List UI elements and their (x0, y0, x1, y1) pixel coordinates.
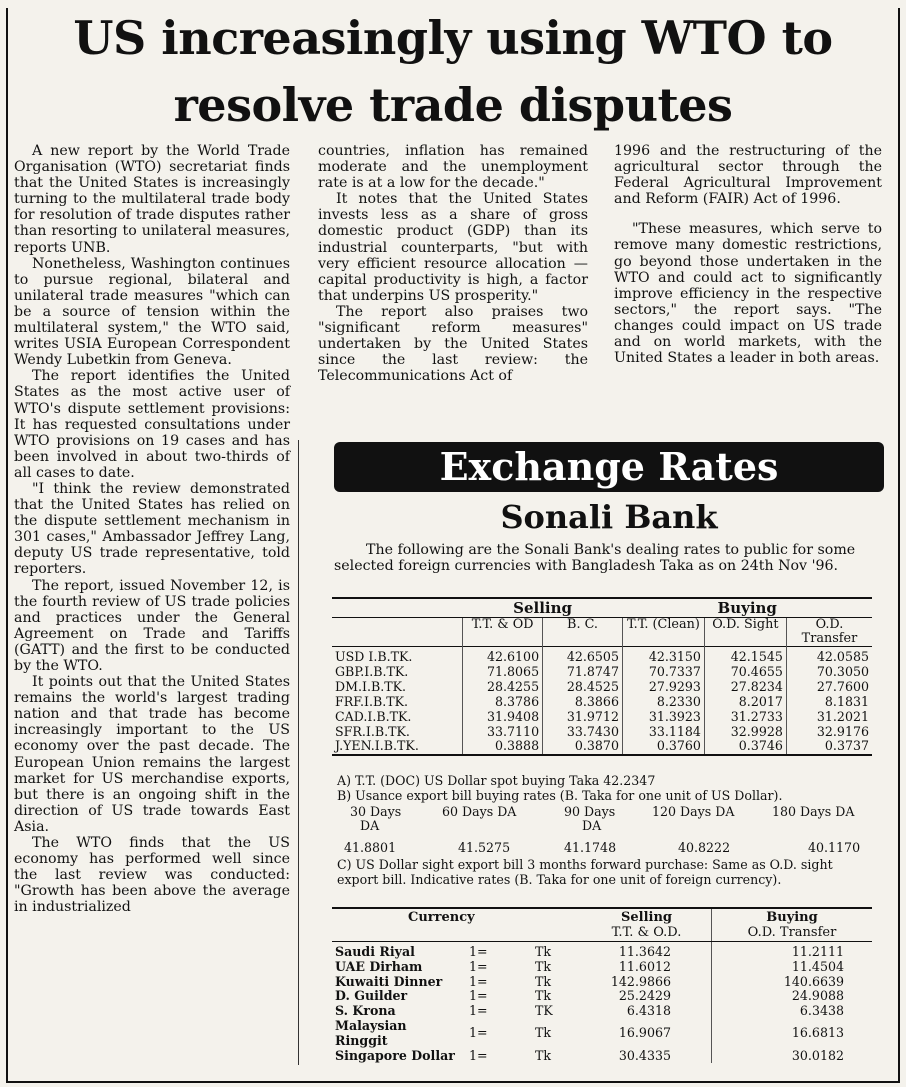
selling-rate: 11.3642 (582, 942, 712, 960)
paragraph: Nonetheless, Washington continues to pursue regional, bilateral and unilateral trade measures "which can be a source of tension within the multilateral system," the WTO said, writes USIA European Correspondent Wendy Lubetkin from Geneva. (14, 255, 290, 369)
left-border-rule (6, 8, 8, 1083)
article-column-3 (614, 143, 882, 366)
usance-value: 41.8801 (344, 840, 397, 855)
buying-rate: 24.9088 (791, 988, 844, 1004)
selling-group-header: Selling (463, 598, 623, 618)
currency-name: D. Guilder (335, 988, 408, 1004)
currency-name: S. Krona (335, 1003, 396, 1019)
column-header: T.T. & OD (463, 618, 543, 647)
usance-label: 180 Days DA (772, 804, 855, 819)
unit-label: 1= (469, 1003, 488, 1019)
buying-title: Buying (766, 910, 818, 925)
rate-cell: 8.2017 (704, 695, 786, 710)
table-row (332, 739, 872, 755)
column-header: O.D. Transfer (786, 618, 872, 647)
rate-cell: 0.3870 (543, 739, 623, 755)
buying-rate: 11.4504 (791, 958, 844, 974)
rate-cell: 70.4655 (704, 665, 786, 680)
rate-cell: 27.8234 (704, 680, 786, 695)
currency-code: SFR.I.B.TK. (335, 723, 410, 739)
usance-label: DA (360, 818, 380, 833)
rate-cell: 42.0585 (786, 647, 872, 665)
unit-label: 1= (469, 973, 488, 989)
unit-label: 1= (469, 1047, 488, 1063)
buying-header (712, 908, 873, 942)
bottom-border-rule (6, 1081, 900, 1083)
taka-label: Tk (535, 1025, 552, 1041)
selling-header (582, 908, 712, 942)
rate-cell: 71.8065 (463, 665, 543, 680)
rates-intro: The following are the Sonali Bank's dealing rates to public for some selected foreign currencies with Bangladesh Taka as on 24th Nov '96. (334, 542, 856, 574)
usance-value: 41.5275 (458, 840, 511, 855)
exchange-rates-banner: Exchange Rates (334, 442, 884, 492)
rate-cell: 33.7110 (463, 725, 543, 740)
rate-notes (337, 774, 877, 803)
buying-rate: 11.2111 (791, 944, 844, 959)
rate-cell: 8.2330 (622, 695, 704, 710)
rate-cell: 42.1545 (704, 647, 786, 665)
rate-cell: 0.3746 (704, 739, 786, 755)
rate-cell: 31.9712 (543, 710, 623, 725)
selling-subtitle: T.T. & O.D. (611, 925, 682, 940)
paragraph: 1996 and the restructuring of the agricultural sector through the Federal Agricultural Improvement and Reform (FAIR) Act of 1996. (614, 143, 882, 208)
rate-cell: 33.1184 (622, 725, 704, 740)
table-row (332, 1049, 872, 1064)
paragraph: The report identifies the United States as the most active user of WTO's dispute settlement provisions: It has requested consultations under WTO provisions on 19 cases and has been involved in about two-thirds of all cases to date. (14, 368, 290, 481)
table-row (332, 647, 872, 665)
rate-cell: 32.9176 (786, 725, 872, 740)
taka-label: Tk (535, 944, 552, 959)
paragraph: It points out that the United States remains the world's largest trading nation and that trade has become increasingly important to the US economy over the past decade. The European Union remains the largest market for US merchandise exports, but there is an ongoing shift in the direction of US trade towards East Asia. (14, 674, 290, 835)
rate-cell: 42.3150 (622, 647, 704, 665)
note-c: C) US Dollar sight export bill 3 months forward purchase: Same as O.D. sight export bill. Indicative rates (B. Taka for one unit of foreign currency). (337, 857, 833, 887)
rate-cell: 0.3760 (622, 739, 704, 755)
usance-label: 30 Days (350, 804, 402, 819)
taka-label: Tk (535, 988, 552, 1004)
taka-label: Tk (535, 1047, 552, 1063)
currency-code: DM.I.B.TK. (335, 678, 407, 694)
rate-cell: 8.3866 (543, 695, 623, 710)
bank-title: Sonali Bank (500, 498, 718, 536)
usance-value: 40.1170 (808, 840, 861, 855)
rate-cell: 0.3737 (786, 739, 872, 755)
currency-name: Singapore Dollar (335, 1047, 455, 1063)
table-row (332, 1019, 872, 1049)
table-row (332, 960, 872, 975)
selling-rate: 6.4318 (582, 1004, 712, 1019)
rate-cell: 71.8747 (543, 665, 623, 680)
note-a: A) T.T. (DOC) US Dollar spot buying Taka 42.2347 (337, 773, 656, 788)
table-row (332, 695, 872, 710)
currency-code: J.YEN.I.B.TK. (332, 739, 463, 755)
currency-name: UAE Dirham (335, 958, 423, 974)
dealing-rates-table (332, 597, 872, 756)
rate-cell: 31.2021 (786, 710, 872, 725)
selling-rate: 142.9866 (582, 975, 712, 990)
rate-cell: 31.3923 (622, 710, 704, 725)
paragraph: The report also praises two "significant reform measures" undertaken by the United States since the last review: the Telecommunications Act of (318, 303, 588, 385)
usance-label: DA (582, 818, 602, 833)
rate-cell: 27.9293 (622, 680, 704, 695)
taka-label: Tk (535, 958, 552, 974)
rate-cell: 27.7600 (786, 680, 872, 695)
paragraph: A new report by the World Trade Organisation (WTO) secretariat finds that the United States is increasingly turning to the multilateral trade body for resolution of trade disputes rather than resorting to unilateral measures, reports UNB. (14, 143, 290, 256)
rate-cell: 70.7337 (622, 665, 704, 680)
selling-rate: 30.4335 (582, 1049, 712, 1064)
column-header: B. C. (543, 618, 623, 647)
rate-cell: 31.9408 (463, 710, 543, 725)
unit-label: 1= (469, 958, 488, 974)
buying-rate: 16.6813 (791, 1025, 844, 1041)
usance-value: 40.8222 (678, 840, 731, 855)
buying-rate: 140.6639 (783, 973, 844, 989)
usance-label: 60 Days DA (442, 804, 517, 819)
currency-name: Saudi Riyal (335, 944, 415, 959)
headline-line-1: US increasingly using WTO to (73, 11, 833, 65)
selling-rate: 16.9067 (582, 1019, 712, 1049)
unit-label: 1= (469, 988, 488, 1004)
rate-cell: 28.4255 (463, 680, 543, 695)
table-row (332, 975, 872, 990)
selling-title: Selling (620, 910, 673, 925)
currency-code: FRF.I.B.TK. (335, 693, 409, 709)
column-divider (298, 440, 299, 1065)
usance-value: 41.1748 (564, 840, 617, 855)
currency-name: Malaysian Ringgit (335, 1017, 407, 1048)
buying-rate: 30.0182 (791, 1047, 844, 1063)
table-row (332, 942, 872, 960)
paragraph: "I think the review demonstrated that the United States has relied on the dispute settlement mechanism in 301 cases," Ambassador Jeffrey Lang, deputy US trade representative, told reporters. (14, 480, 290, 578)
table-row (332, 1004, 872, 1019)
currency-name: Kuwaiti Dinner (335, 973, 443, 989)
usance-label: 90 Days (564, 804, 616, 819)
taka-label: Tk (535, 973, 552, 989)
table-row (332, 989, 872, 1004)
selling-rate: 25.2429 (582, 989, 712, 1004)
paragraph: countries, inflation has remained moderate and the unemployment rate is at a low for the decade." (318, 143, 588, 192)
currency-code: GBP.I.B.TK. (335, 663, 409, 679)
paragraph: "These measures, which serve to remove many domestic restrictions, go beyond those undertaken in the WTO and could act to significantly improve efficiency in the respective sectors," the report says. "The changes could impact on US trade and on world markets, with the United States a leader in both areas. (614, 221, 882, 367)
rate-cell: 28.4525 (543, 680, 623, 695)
currency-code: USD I.B.TK. (332, 647, 463, 665)
paragraph: It notes that the United States invests less as a share of gross domestic product (GDP) than its industrial counterparts, "but with very efficient resource allocation — capital productivity is high, a factor that underpins US prosperity." (318, 191, 588, 304)
rate-cell: 70.3050 (786, 665, 872, 680)
article-column-2 (318, 143, 588, 384)
selling-rate: 11.6012 (582, 960, 712, 975)
indicative-rates-table (332, 907, 872, 1063)
rate-cell: 31.2733 (704, 710, 786, 725)
rate-cell: 8.3786 (463, 695, 543, 710)
unit-label: 1= (469, 944, 488, 959)
article-column-1 (14, 143, 290, 916)
empty-header (332, 618, 463, 647)
rate-cell: 42.6505 (543, 647, 623, 665)
rate-cell: 32.9928 (704, 725, 786, 740)
rate-cell: 42.6100 (463, 647, 543, 665)
unit-label: 1= (469, 1025, 488, 1041)
paragraph: The report, issued November 12, is the fourth review of US trade policies and practices under the General Agreement on Trade and Tariffs (GATT) and the first to be conducted by the WTO. (14, 577, 290, 674)
table-row (332, 710, 872, 725)
headline-line-2: resolve trade disputes (173, 78, 733, 132)
currency-header: Currency (332, 908, 582, 942)
buying-group-header: Buying (622, 598, 872, 618)
column-header: T.T. (Clean) (622, 618, 704, 647)
right-border-rule (898, 8, 900, 1083)
column-header: O.D. Sight (704, 618, 786, 647)
buying-subtitle: O.D. Transfer (747, 925, 837, 940)
empty-header (332, 598, 463, 618)
rate-cell: 8.1831 (786, 695, 872, 710)
rate-cell: 0.3888 (463, 739, 543, 755)
usance-label: 120 Days DA (652, 804, 735, 819)
rate-cell: 33.7430 (543, 725, 623, 740)
note-b: B) Usance export bill buying rates (B. Taka for one unit of US Dollar). (337, 787, 783, 803)
buying-rate: 6.3438 (799, 1003, 844, 1019)
paragraph: The WTO finds that the US economy has performed well since the last review was conducted: "Growth has been above the average in industrialized (14, 835, 290, 916)
table-row (332, 680, 872, 695)
taka-label: TK (535, 1003, 553, 1019)
currency-code: CAD.I.B.TK. (335, 708, 412, 724)
table-row (332, 665, 872, 680)
table-row (332, 725, 872, 740)
